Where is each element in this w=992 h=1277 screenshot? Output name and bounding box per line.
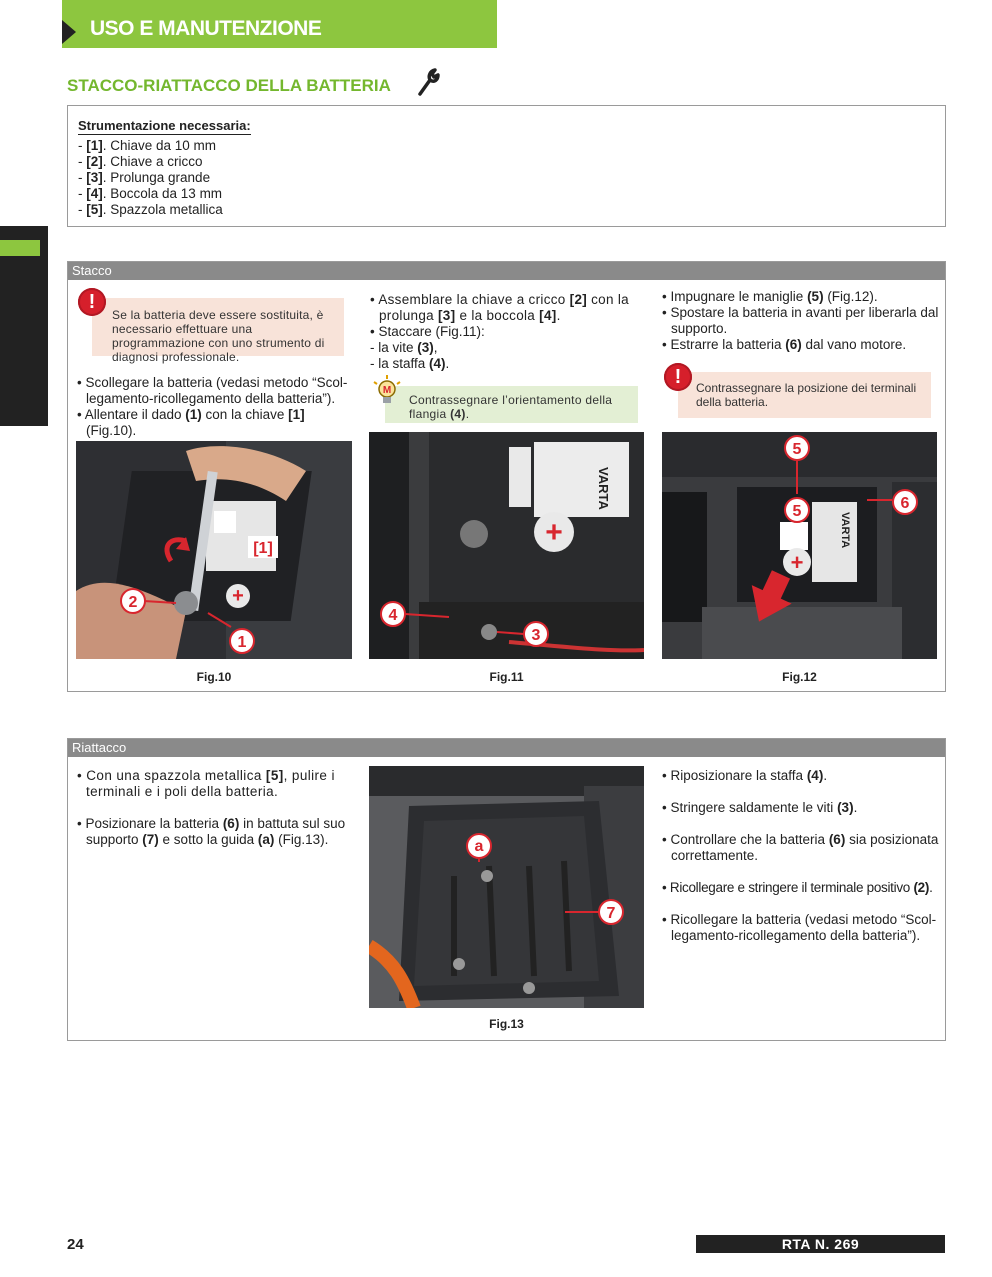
warning-box bbox=[678, 372, 931, 418]
fig13-caption: Fig.13 bbox=[489, 1017, 524, 1031]
riattacco-col1-text bbox=[77, 768, 353, 848]
tip-text: Contrassegnare l’orientamento della flangia (4). bbox=[409, 393, 613, 421]
warning-box bbox=[92, 298, 344, 364]
riattacco-section bbox=[67, 738, 946, 1041]
tools-list bbox=[78, 138, 223, 218]
tool-item: - [5]. Spazzola metallica bbox=[78, 202, 223, 217]
step-text: • Controllare che la batteria (6) sia posizionata correttamente. bbox=[662, 832, 939, 863]
step-text: • Ricollegare la batteria (vedasi metodo “Scol-legamento-ricollegamento della batteria”). bbox=[662, 912, 937, 943]
fig11-photo bbox=[369, 432, 644, 659]
warning-icon: ! bbox=[78, 288, 106, 316]
warning-icon: ! bbox=[664, 363, 692, 391]
fig11-callout: 3 bbox=[531, 627, 541, 644]
step-text: • Stringere saldamente le viti (3). bbox=[662, 800, 858, 815]
stacco-col3-text bbox=[662, 289, 942, 353]
step-text: • Con una spazzola metallica [5], pulire i terminali e i poli della batteria. bbox=[77, 768, 335, 799]
step-text: • Posizionare la batteria (6) in battuta sul suo supporto (7) e sotto la guida (a) (Fig.13). bbox=[77, 816, 346, 847]
svg-text:+: + bbox=[232, 585, 244, 607]
tool-number: [2] bbox=[86, 154, 103, 169]
fig12-callout: 5 bbox=[792, 441, 802, 458]
tip-box bbox=[382, 385, 638, 423]
tool-item: - [4]. Boccola da 13 mm bbox=[78, 186, 223, 201]
warning-text: Se la batteria deve essere sostituita, è necessario effettuare una programmazione con uno strumento di diagnosi professionale. bbox=[112, 308, 325, 364]
fig10-photo bbox=[76, 441, 352, 659]
fig12-brand: VARTA bbox=[839, 512, 851, 549]
fig10-callout: 2 bbox=[128, 594, 138, 611]
stacco-bar: Stacco bbox=[68, 262, 945, 280]
tool-number: [3] bbox=[86, 170, 103, 185]
fig11-callout: 4 bbox=[388, 607, 398, 624]
fig12-photo bbox=[662, 432, 937, 659]
step-text: • Impugnare le maniglie (5) (Fig.12). bbox=[662, 289, 878, 304]
step-text: • Estrarre la batteria (6) dal vano motore. bbox=[662, 337, 907, 352]
fig13-photo bbox=[369, 766, 644, 1008]
warning-text: Contrassegnare la posizione dei terminali della batteria. bbox=[696, 381, 917, 409]
tools-box bbox=[67, 105, 946, 227]
svg-text:M: M bbox=[382, 385, 392, 396]
section-title: STACCO-RIATTACCO DELLA BATTERIA bbox=[67, 76, 391, 95]
fig10-caption: Fig.10 bbox=[196, 670, 232, 684]
tool-item: - [2]. Chiave a cricco bbox=[78, 154, 203, 169]
step-text: • Spostare la batteria in avanti per liberarla dal supporto. bbox=[662, 305, 939, 336]
fig13-callout: 7 bbox=[606, 905, 616, 922]
fig11-brand: VARTA bbox=[596, 467, 611, 510]
page-number: 24 bbox=[67, 1236, 84, 1253]
lightbulb-icon bbox=[370, 374, 404, 408]
side-tab bbox=[0, 226, 48, 426]
riattacco-bar: Riattacco bbox=[68, 739, 945, 757]
tool-number: [4] bbox=[86, 186, 103, 201]
step-text: • Scollegare la batteria (vedasi metodo “Scol-legamento-ricollegamento della batteria”). bbox=[77, 375, 348, 406]
step-text: • Staccare (Fig.11): bbox=[370, 324, 485, 339]
publication-label: RTA N. 269 bbox=[781, 1236, 860, 1252]
step-text: - la staffa (4). bbox=[370, 356, 450, 371]
step-text: • Ricollegare e stringere il terminale positivo (2). bbox=[662, 880, 933, 895]
tool-text: . Boccola da 13 mm bbox=[102, 186, 223, 201]
tool-number: [5] bbox=[86, 202, 103, 217]
fig10-callout: [1] bbox=[253, 540, 273, 557]
svg-text:+: + bbox=[545, 516, 563, 549]
fig12-callout: 6 bbox=[900, 495, 910, 512]
fig13-callout: a bbox=[474, 838, 484, 855]
tool-item: - [1]. Chiave da 10 mm bbox=[78, 138, 217, 153]
step-text: • Riposizionare la staffa (4). bbox=[662, 768, 828, 783]
banner-arrow-icon bbox=[62, 20, 76, 44]
tool-text: . Prolunga grande bbox=[102, 170, 211, 185]
tool-text: . Chiave a cricco bbox=[102, 154, 203, 169]
stacco-section bbox=[67, 261, 946, 692]
step-text: • Allentare il dado (1) con la chiave [1] (Fig.10). bbox=[77, 407, 305, 438]
fig11-caption: Fig.11 bbox=[489, 670, 524, 684]
fig10-callout: 1 bbox=[237, 634, 247, 651]
riattacco-col3-text bbox=[662, 768, 942, 944]
wrench-icon bbox=[416, 68, 440, 96]
tool-text: . Spazzola metallica bbox=[102, 202, 223, 217]
step-text: • Assemblare la chiave a cricco [2] con la prolunga [3] e la boccola [4]. bbox=[370, 292, 629, 323]
stacco-col2-text bbox=[370, 292, 644, 372]
tools-heading: Strumentazione necessaria: bbox=[78, 118, 251, 133]
header-title: USO E MANUTENZIONE bbox=[90, 17, 322, 40]
side-tab-marker bbox=[0, 240, 40, 256]
tool-text: . Chiave da 10 mm bbox=[102, 138, 217, 153]
tool-number: [1] bbox=[86, 138, 103, 153]
step-text: - la vite (3), bbox=[370, 340, 438, 355]
fig12-caption: Fig.12 bbox=[782, 670, 817, 684]
svg-text:+: + bbox=[790, 550, 804, 575]
tool-item: - [3]. Prolunga grande bbox=[78, 170, 211, 185]
fig12-callout: 5 bbox=[792, 503, 802, 520]
